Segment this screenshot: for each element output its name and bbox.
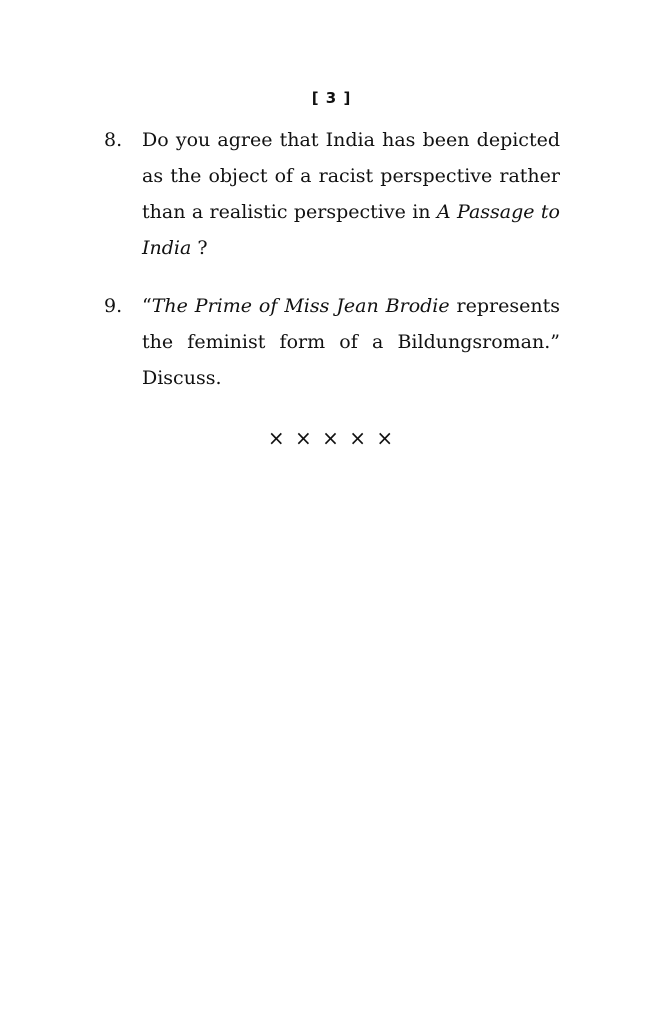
page-number: [ 3 ] bbox=[311, 89, 352, 107]
book-title: The Prime of Miss Jean Brodie bbox=[151, 295, 450, 317]
question-line bbox=[142, 230, 560, 266]
book-title: A Passage to bbox=[436, 201, 560, 223]
question-number: 8. bbox=[104, 129, 123, 151]
question-8 bbox=[104, 122, 560, 266]
question-mark: ? bbox=[197, 237, 208, 259]
question-line bbox=[142, 288, 560, 324]
question-line bbox=[142, 194, 560, 230]
question-number: 9. bbox=[104, 295, 123, 317]
question-line: Do you agree that India has been depicted bbox=[142, 129, 560, 151]
open-quote: “ bbox=[142, 295, 152, 317]
question-line: the feminist form of a Bildungsroman.” bbox=[142, 331, 560, 353]
question-text bbox=[142, 122, 560, 266]
end-marks: × × × × × bbox=[267, 426, 396, 450]
question-9 bbox=[104, 288, 560, 396]
question-line-text: represents bbox=[449, 295, 560, 317]
question-line: Discuss. bbox=[142, 367, 222, 389]
question-line: as the object of a racist perspective rather bbox=[142, 165, 560, 187]
book-title: India bbox=[142, 237, 192, 259]
question-text bbox=[142, 288, 560, 396]
question-line-text: than a realistic perspective in bbox=[142, 201, 437, 223]
